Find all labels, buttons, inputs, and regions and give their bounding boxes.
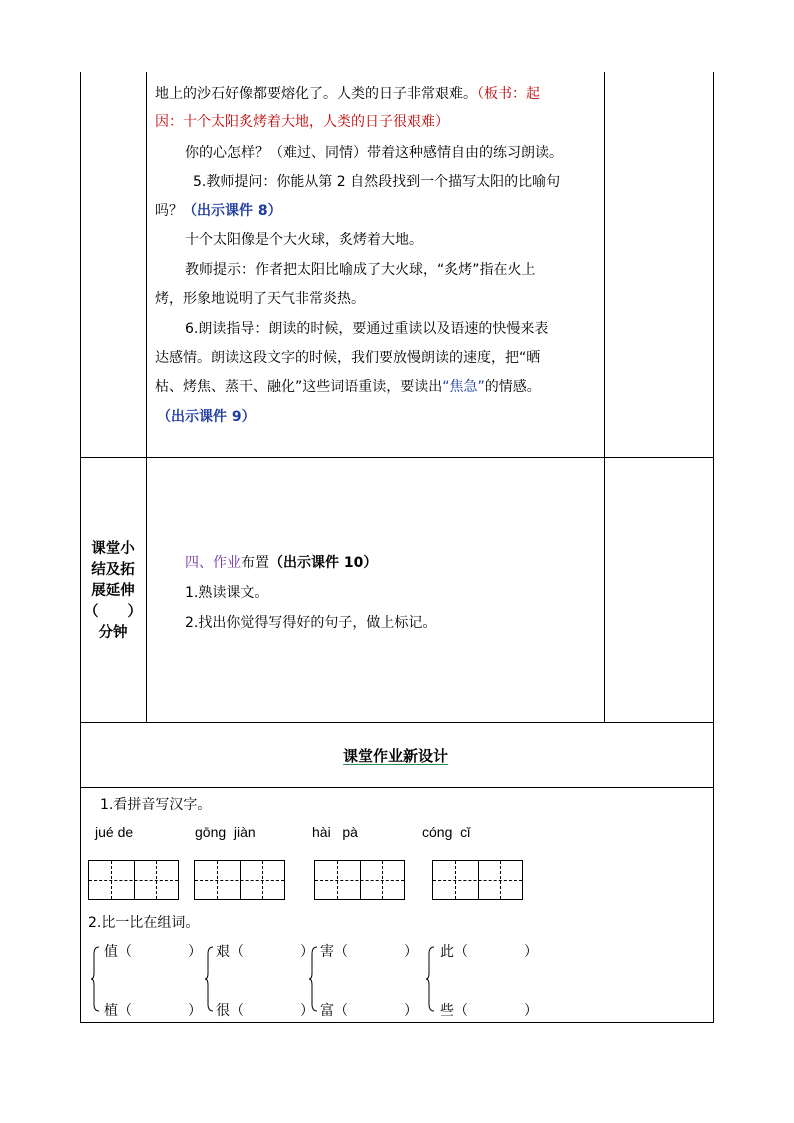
pair-2-top[interactable]: 艰（ ） xyxy=(216,944,314,960)
lesson-line-10: 达感情。朗读这段文字的时候，我们要放慢朗读的速度，把“晒 xyxy=(155,350,541,366)
lesson-line-9: 6.朗读指导：朗读的时候，要通过重读以及语速的快慢来表 xyxy=(185,321,549,337)
board-note-start: （板书：起 xyxy=(477,86,540,102)
homework-heading: 四、作业布置（出示课件 10） xyxy=(185,555,378,571)
summary-side-label xyxy=(80,539,146,644)
table-border-bottom xyxy=(80,1022,714,1023)
pair-4-bottom[interactable]: 些（ ） xyxy=(440,1003,538,1019)
lesson-line-1: 地上的沙石好像都要熔化了。人类的日子非常艰难。 xyxy=(155,86,477,102)
pair-4-top[interactable]: 此（ ） xyxy=(440,944,538,960)
row-divider-2 xyxy=(80,722,714,723)
brace-icon xyxy=(425,946,435,1012)
side-label-line: （ ） xyxy=(84,604,142,620)
question-1: 1.看拼音写汉字。 xyxy=(100,797,212,813)
pinyin-2: gōng jiàn xyxy=(195,824,256,840)
side-label-line: 分钟 xyxy=(98,625,128,641)
writing-grid-3[interactable] xyxy=(314,860,405,900)
pair-1-bottom[interactable]: 植（ ） xyxy=(104,1003,202,1019)
writing-grid-4[interactable] xyxy=(432,860,523,900)
pair-3-bottom[interactable]: 富（ ） xyxy=(320,1003,418,1019)
lesson-line-8: 烤，形象地说明了天气非常炎热。 xyxy=(155,291,365,307)
homework-item-2: 2.找出你觉得写得好的句子，做上标记。 xyxy=(185,615,437,631)
lesson-line-4: 5.教师提问：你能从第 2 自然段找到一个描写太阳的比喻句 xyxy=(193,174,561,190)
pinyin-3: hài pà xyxy=(312,824,358,840)
lesson-line-5: 吗？ xyxy=(155,203,183,219)
question-2: 2.比一比在组词。 xyxy=(88,915,200,931)
writing-grid-1[interactable] xyxy=(88,860,179,900)
row-divider-1 xyxy=(80,457,714,458)
side-label-line: 结及拓 xyxy=(91,562,135,578)
pair-1-top[interactable]: 值（ ） xyxy=(104,944,202,960)
row-divider-3 xyxy=(80,787,714,788)
homework-design-title: 课堂作业新设计 xyxy=(343,747,449,765)
writing-grid-2[interactable] xyxy=(194,860,285,900)
lesson-line-6: 十个太阳像是个大火球，炙烤着大地。 xyxy=(185,232,423,248)
lesson-line-3: 你的心怎样？（难过、同情）带着这种感情自由的练习朗读。 xyxy=(185,145,563,161)
courseware-8-note: （出示课件 8） xyxy=(183,203,282,219)
homework-item-1: 1.熟读课文。 xyxy=(185,585,269,601)
board-note-end: 因：十个太阳炙烤着大地，人类的日子很艰难） xyxy=(155,114,449,130)
courseware-9-note: （出示课件 9） xyxy=(157,409,256,425)
pinyin-1: jué de xyxy=(95,824,134,840)
column-divider-2 xyxy=(604,72,605,722)
lesson-line-11-end: 的情感。 xyxy=(484,379,541,395)
column-divider-1 xyxy=(146,72,147,722)
brace-icon xyxy=(90,946,100,1012)
lesson-line-7: 教师提示：作者把太阳比喻成了大火球，“炙烤”指在火上 xyxy=(185,262,536,278)
brace-icon xyxy=(204,946,214,1012)
lesson-line-11: 枯、烤焦、蒸干、融化”这些词语重读，要读出 xyxy=(155,379,443,395)
highlight-jiaoji: “焦急” xyxy=(442,379,485,395)
side-label-line: 展延伸 xyxy=(91,583,135,599)
side-label-line: 课堂小 xyxy=(91,541,135,557)
table-border-right xyxy=(713,72,714,1023)
brace-icon xyxy=(308,946,318,1012)
pinyin-4: cóng cǐ xyxy=(422,824,471,840)
pair-3-top[interactable]: 害（ ） xyxy=(320,944,418,960)
pair-2-bottom[interactable]: 很（ ） xyxy=(216,1003,314,1019)
